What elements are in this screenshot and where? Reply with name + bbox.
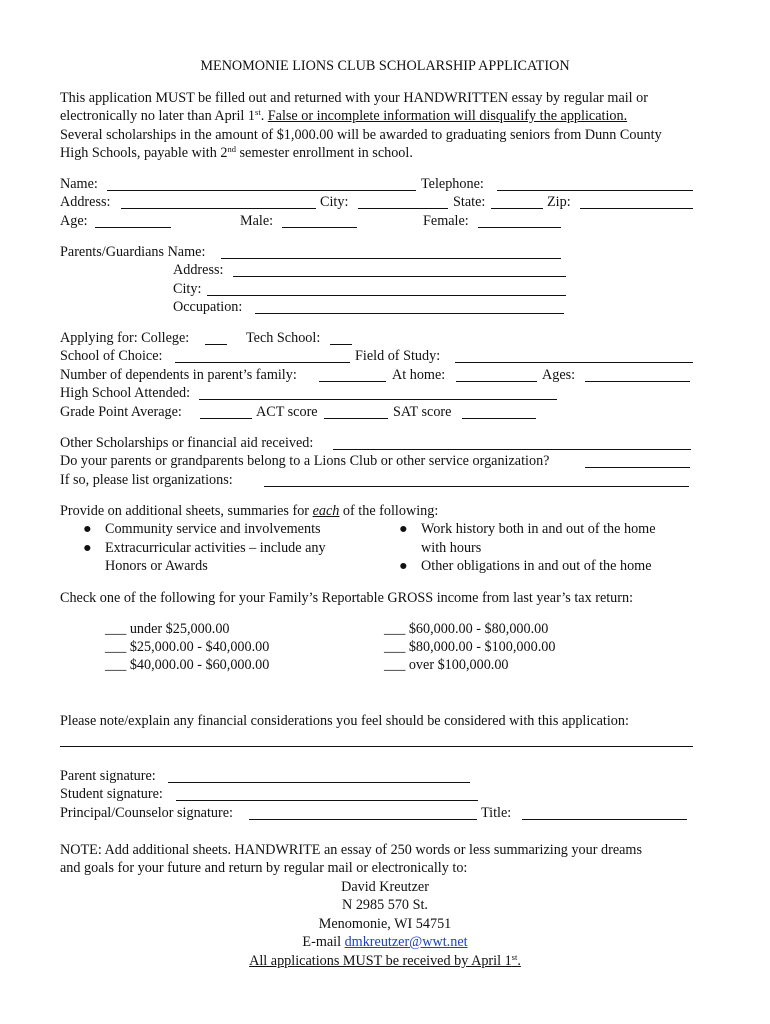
income-option-label: $80,000.00 - $100,000.00 xyxy=(408,639,556,655)
income-option-label: $40,000.00 - $60,000.00 xyxy=(129,657,270,673)
female-field[interactable] xyxy=(478,214,561,228)
sat-label: SAT score xyxy=(393,404,452,420)
field-of-study-label: Field of Study: xyxy=(355,348,441,364)
contact-email-line xyxy=(0,933,770,952)
parents-city-field[interactable] xyxy=(207,282,566,296)
bullet-extracurricular xyxy=(83,539,326,558)
principal-signature-label: Principal/Counselor signature: xyxy=(60,805,233,821)
bullet-icon: ● xyxy=(83,521,92,537)
title-label: Title: xyxy=(481,805,512,821)
at-home-label: At home: xyxy=(392,367,446,383)
deadline-sup: st xyxy=(511,952,518,962)
intro-line-1: This application MUST be filled out and returned with your HANDWRITTEN essay by regular mail or xyxy=(60,90,648,106)
income-option-label: $25,000.00 - $40,000.00 xyxy=(129,639,270,655)
sat-field[interactable] xyxy=(462,405,536,419)
dependents-field[interactable] xyxy=(319,368,386,382)
summaries-intro-text: Provide on additional sheets, summaries for xyxy=(60,503,313,519)
state-field[interactable] xyxy=(491,195,543,209)
income-check-blank[interactable]: ___ xyxy=(105,657,127,673)
income-option-label: $60,000.00 - $80,000.00 xyxy=(408,621,549,637)
deadline-main: All applications MUST be received by April 1 xyxy=(249,953,512,969)
parent-signature-label: Parent signature: xyxy=(60,768,156,784)
name-field[interactable] xyxy=(107,177,416,191)
act-label: ACT score xyxy=(256,404,318,420)
lions-member-label: Do your parents or grandparents belong to a Lions Club or other service organization? xyxy=(60,453,550,469)
lions-member-field[interactable] xyxy=(585,454,690,468)
tech-school-label: Tech School: xyxy=(246,330,321,346)
contact-name: David Kreutzer xyxy=(341,879,429,895)
name-label: Name: xyxy=(60,176,98,192)
bullet-extracurricular-cont: Honors or Awards xyxy=(105,558,208,574)
income-check-blank[interactable]: ___ xyxy=(384,657,406,673)
organizations-field[interactable] xyxy=(264,473,689,487)
financial-note-label: Please note/explain any financial considerations you feel should be considered with this application: xyxy=(60,713,629,729)
income-check-blank[interactable]: ___ xyxy=(384,621,406,637)
bullet-work-history xyxy=(399,520,656,539)
student-signature-label: Student signature: xyxy=(60,786,163,802)
high-school-label: High School Attended: xyxy=(60,385,191,401)
intro-line-3: Several scholarships in the amount of $1,000.00 will be awarded to graduating seniors from Dunn County xyxy=(60,127,662,143)
bullet-text: Work history both in and out of the home xyxy=(421,521,656,537)
parents-city-label: City: xyxy=(173,281,202,297)
parents-name-field[interactable] xyxy=(221,245,561,259)
ages-field[interactable] xyxy=(585,368,690,382)
income-check-blank[interactable]: ___ xyxy=(105,639,127,655)
intro-separator: . xyxy=(260,108,268,124)
bullet-work-history-cont: with hours xyxy=(421,540,482,556)
male-field[interactable] xyxy=(282,214,357,228)
income-option[interactable] xyxy=(105,656,269,675)
intro-semester-sup: nd xyxy=(227,144,236,154)
essay-note-line-2: and goals for your future and return by regular mail or electronically to: xyxy=(60,860,468,876)
title-field[interactable] xyxy=(522,806,687,820)
state-label: State: xyxy=(453,194,486,210)
essay-note-line-1: NOTE: Add additional sheets. HANDWRITE an essay of 250 words or less summarizing your dreams xyxy=(60,842,642,858)
contact-street: N 2985 570 St. xyxy=(342,897,428,913)
bullet-text: Extracurricular activities – include any xyxy=(105,540,326,556)
school-choice-label: School of Choice: xyxy=(60,348,163,364)
contact-city: Menomonie, WI 54751 xyxy=(318,916,452,932)
telephone-field[interactable] xyxy=(497,177,693,191)
applying-college-label: Applying for: College: xyxy=(60,330,190,346)
ages-label: Ages: xyxy=(542,367,576,383)
income-option[interactable] xyxy=(384,638,555,657)
intro-deadline-text: electronically no later than April 1 xyxy=(60,108,256,124)
bullet-community-service xyxy=(83,520,321,539)
gpa-label: Grade Point Average: xyxy=(60,404,182,420)
form-title: MENOMONIE LIONS CLUB SCHOLARSHIP APPLICATION xyxy=(200,58,570,74)
parents-name-label: Parents/Guardians Name: xyxy=(60,244,206,260)
deadline-end: . xyxy=(517,953,521,969)
address-field[interactable] xyxy=(121,195,316,209)
intro-semester-end: semester enrollment in school. xyxy=(235,145,413,161)
other-scholarships-label: Other Scholarships or financial aid received: xyxy=(60,435,314,451)
tech-check-field[interactable] xyxy=(330,331,352,345)
parents-address-label: Address: xyxy=(173,262,224,278)
financial-note-field[interactable] xyxy=(60,733,693,747)
field-of-study-field[interactable] xyxy=(455,349,693,363)
disqualify-warning: False or incomplete information will disqualify the application. xyxy=(267,108,628,124)
other-scholarships-field[interactable] xyxy=(333,436,691,450)
summaries-intro-end: of the following: xyxy=(339,503,439,519)
age-field[interactable] xyxy=(95,214,171,228)
intro-deadline-sup: st xyxy=(255,107,261,117)
male-label: Male: xyxy=(240,213,274,229)
bullet-text: Other obligations in and out of the home xyxy=(421,558,652,574)
school-choice-field[interactable] xyxy=(175,349,350,363)
bullet-icon: ● xyxy=(83,540,92,556)
high-school-field[interactable] xyxy=(199,386,557,400)
dependents-label: Number of dependents in parent’s family: xyxy=(60,367,297,383)
city-label: City: xyxy=(320,194,349,210)
student-signature-field[interactable] xyxy=(176,787,478,801)
principal-signature-field[interactable] xyxy=(249,806,477,820)
parent-signature-field[interactable] xyxy=(168,769,470,783)
income-option-label: under $25,000.00 xyxy=(129,621,230,637)
bullet-other-obligations xyxy=(399,557,652,576)
bullet-text: Community service and involvements xyxy=(105,521,321,537)
email-label: E-mail xyxy=(302,934,345,950)
intro-line-2 xyxy=(60,107,627,126)
income-option[interactable] xyxy=(384,656,509,675)
parents-address-field[interactable] xyxy=(233,263,566,277)
gpa-field[interactable] xyxy=(200,405,252,419)
income-prompt: Check one of the following for your Family’s Reportable GROSS income from last year’s tax return: xyxy=(60,590,634,606)
deadline-text xyxy=(249,953,521,969)
female-label: Female: xyxy=(423,213,469,229)
city-field[interactable] xyxy=(358,195,448,209)
age-label: Age: xyxy=(60,213,88,229)
intro-semester-text: High Schools, payable with 2 xyxy=(60,145,228,161)
parents-occupation-label: Occupation: xyxy=(173,299,243,315)
deadline-line xyxy=(0,952,770,971)
parents-occupation-field[interactable] xyxy=(255,300,564,314)
income-check-blank[interactable]: ___ xyxy=(384,639,406,655)
summaries-intro xyxy=(60,502,438,521)
organizations-label: If so, please list organizations: xyxy=(60,472,233,488)
college-check-field[interactable] xyxy=(205,331,227,345)
income-option[interactable] xyxy=(384,620,548,639)
income-option[interactable] xyxy=(105,620,230,639)
at-home-field[interactable] xyxy=(456,368,537,382)
address-label: Address: xyxy=(60,194,111,210)
intro-line-4 xyxy=(60,144,413,163)
income-check-blank[interactable]: ___ xyxy=(105,621,127,637)
zip-label: Zip: xyxy=(547,194,571,210)
summaries-each: each xyxy=(312,503,340,519)
act-field[interactable] xyxy=(324,405,388,419)
bullet-icon: ● xyxy=(399,521,408,537)
email-link[interactable]: dmkreutzer@wwt.net xyxy=(344,934,468,950)
telephone-label: Telephone: xyxy=(421,176,484,192)
income-option-label: over $100,000.00 xyxy=(408,657,509,673)
zip-field[interactable] xyxy=(580,195,693,209)
bullet-icon: ● xyxy=(399,558,408,574)
income-option[interactable] xyxy=(105,638,269,657)
